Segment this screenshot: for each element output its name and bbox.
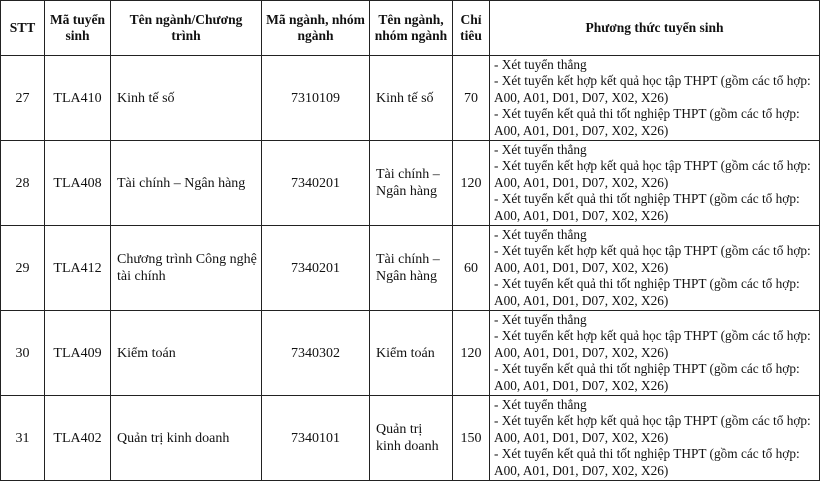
table-row xyxy=(1,226,820,311)
cell-ma: TLA409 xyxy=(45,311,111,396)
method-line: - Xét tuyển kết hợp kết quả học tập THPT (gồm các tổ hợp: A00, A01, D01, D07, X02, X26) xyxy=(494,328,811,360)
cell-ten: Kinh tế số xyxy=(111,56,262,141)
cell-ten-nhom: Kinh tế số xyxy=(370,56,453,141)
cell-chi-tieu: 60 xyxy=(453,226,490,311)
header-stt: STT xyxy=(1,1,45,56)
header-ma-nganh-nhom: Mã ngành, nhóm ngành xyxy=(262,1,370,56)
method-line: - Xét tuyển kết hợp kết quả học tập THPT (gồm các tổ hợp: A00, A01, D01, D07, X02, X26) xyxy=(494,73,811,105)
cell-ma: TLA402 xyxy=(45,396,111,481)
method-line: - Xét tuyển kết quả thi tốt nghiệp THPT (gồm các tổ hợp: A00, A01, D01, D07, X02, X26) xyxy=(494,276,800,308)
cell-ten-nhom: Tài chính – Ngân hàng xyxy=(370,226,453,311)
method-line: - Xét tuyển kết hợp kết quả học tập THPT (gồm các tổ hợp: A00, A01, D01, D07, X02, X26) xyxy=(494,158,811,190)
method-line: - Xét tuyển kết quả thi tốt nghiệp THPT (gồm các tổ hợp: A00, A01, D01, D07, X02, X26) xyxy=(494,106,800,138)
cell-ma: TLA412 xyxy=(45,226,111,311)
cell-chi-tieu: 120 xyxy=(453,141,490,226)
method-line: - Xét tuyển kết quả thi tốt nghiệp THPT (gồm các tổ hợp: A00, A01, D01, D07, X02, X26) xyxy=(494,361,800,393)
cell-ma: TLA410 xyxy=(45,56,111,141)
method-line: - Xét tuyển thẳng xyxy=(494,141,587,157)
method-line: - Xét tuyển thẳng xyxy=(494,226,587,242)
cell-ten-nhom: Tài chính – Ngân hàng xyxy=(370,141,453,226)
cell-ten: Kiểm toán xyxy=(111,311,262,396)
cell-ma-nganh: 7340101 xyxy=(262,396,370,481)
method-line: - Xét tuyển thẳng xyxy=(494,56,587,72)
cell-phuong-thuc xyxy=(490,56,820,141)
cell-ten-nhom: Quản trị kinh doanh xyxy=(370,396,453,481)
table-row xyxy=(1,56,820,141)
table-row xyxy=(1,311,820,396)
method-line: - Xét tuyển kết hợp kết quả học tập THPT (gồm các tổ hợp: A00, A01, D01, D07, X02, X26) xyxy=(494,413,811,445)
header-row xyxy=(1,1,820,56)
cell-phuong-thuc xyxy=(490,226,820,311)
header-chi-tieu: Chỉ tiêu xyxy=(453,1,490,56)
cell-chi-tieu: 70 xyxy=(453,56,490,141)
method-line: - Xét tuyển kết hợp kết quả học tập THPT (gồm các tổ hợp: A00, A01, D01, D07, X02, X26) xyxy=(494,243,811,275)
cell-ma-nganh: 7340201 xyxy=(262,141,370,226)
cell-ma-nganh: 7310109 xyxy=(262,56,370,141)
method-line: - Xét tuyển kết quả thi tốt nghiệp THPT (gồm các tổ hợp: A00, A01, D01, D07, X02, X26) xyxy=(494,191,800,223)
header-ma-tuyen-sinh: Mã tuyển sinh xyxy=(45,1,111,56)
method-line: - Xét tuyển thẳng xyxy=(494,311,587,327)
cell-stt: 29 xyxy=(1,226,45,311)
cell-ten: Chương trình Công nghệ tài chính xyxy=(111,226,262,311)
cell-stt: 30 xyxy=(1,311,45,396)
cell-phuong-thuc xyxy=(490,311,820,396)
cell-ten: Quản trị kinh doanh xyxy=(111,396,262,481)
cell-phuong-thuc xyxy=(490,141,820,226)
header-phuong-thuc: Phương thức tuyển sinh xyxy=(490,1,820,56)
cell-phuong-thuc xyxy=(490,396,820,481)
table-row xyxy=(1,141,820,226)
method-line: - Xét tuyển thẳng xyxy=(494,396,587,412)
cell-stt: 28 xyxy=(1,141,45,226)
cell-stt: 31 xyxy=(1,396,45,481)
cell-ten: Tài chính – Ngân hàng xyxy=(111,141,262,226)
cell-ten-nhom: Kiểm toán xyxy=(370,311,453,396)
header-ten-nganh-nhom: Tên ngành, nhóm ngành xyxy=(370,1,453,56)
cell-ma-nganh: 7340302 xyxy=(262,311,370,396)
table-row xyxy=(1,396,820,481)
method-line: - Xét tuyển kết quả thi tốt nghiệp THPT (gồm các tổ hợp: A00, A01, D01, D07, X02, X26) xyxy=(494,446,800,478)
cell-chi-tieu: 120 xyxy=(453,311,490,396)
cell-chi-tieu: 150 xyxy=(453,396,490,481)
cell-ma: TLA408 xyxy=(45,141,111,226)
header-ten-nganh-chuong-trinh: Tên ngành/Chương trình xyxy=(111,1,262,56)
cell-ma-nganh: 7340201 xyxy=(262,226,370,311)
cell-stt: 27 xyxy=(1,56,45,141)
